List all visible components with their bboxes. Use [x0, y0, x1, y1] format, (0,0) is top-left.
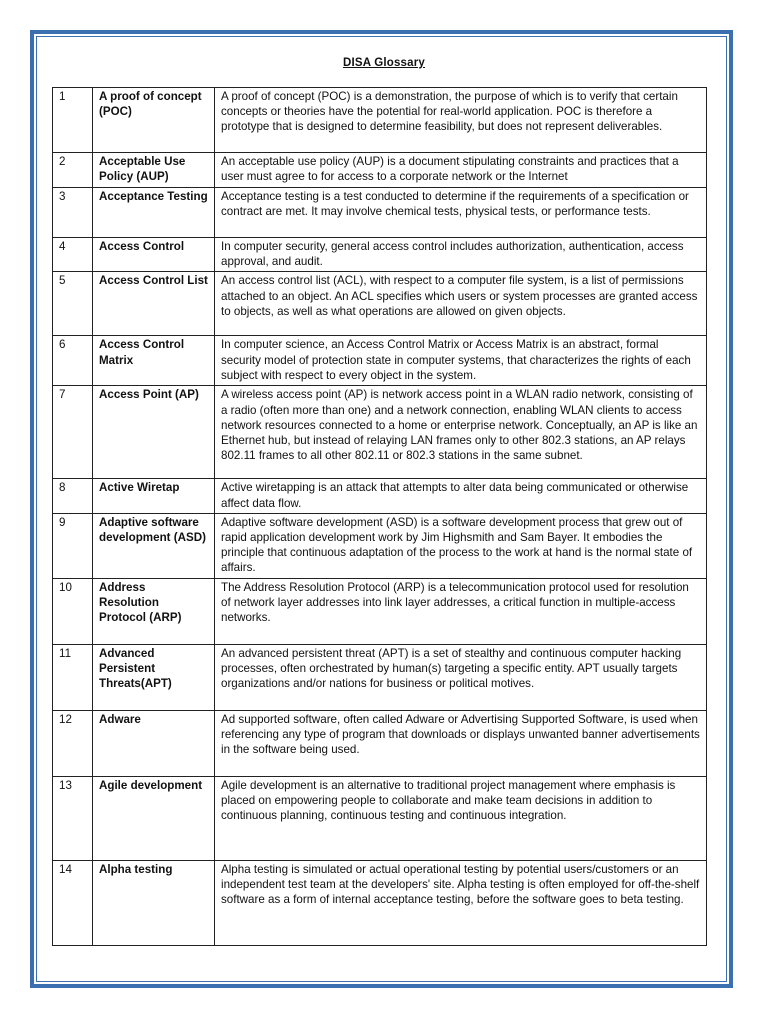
entry-term: Access Control Matrix [93, 336, 215, 386]
entry-number: 7 [53, 386, 93, 479]
entry-term: A proof of concept (POC) [93, 88, 215, 153]
entry-number: 9 [53, 513, 93, 578]
entry-definition: Active wiretapping is an attack that attempts to alter data being communicated or otherwise affect data flow. [215, 479, 707, 513]
entry-definition: In computer security, general access control includes authorization, authentication, access approval, and audit. [215, 238, 707, 272]
entry-number: 3 [53, 188, 93, 238]
entry-number: 8 [53, 479, 93, 513]
table-row [53, 386, 707, 479]
entry-definition: An advanced persistent threat (APT) is a set of stealthy and continuous computer hacking processes, often orchestrated by human(s) targeting a specific entity. APT usually targets organizations and/or nations for business or political motives. [215, 644, 707, 710]
entry-term: Alpha testing [93, 860, 215, 945]
entry-number: 5 [53, 272, 93, 336]
entry-term: Acceptable Use Policy (AUP) [93, 153, 215, 188]
entry-term: Access Control [93, 238, 215, 272]
table-row [53, 644, 707, 710]
entry-number: 14 [53, 860, 93, 945]
table-row [53, 479, 707, 513]
entry-definition: An access control list (ACL), with respect to a computer file system, is a list of permissions attached to an object. An ACL specifies which users or system processes are granted access to objects, as well as what operations are allowed on given objects. [215, 272, 707, 336]
entry-definition: Agile development is an alternative to traditional project management where emphasis is placed on empowering people to collaborate and make team decisions in addition to continuous planning, continuous testing and continuous integration. [215, 776, 707, 860]
entry-number: 1 [53, 88, 93, 153]
entry-definition: A proof of concept (POC) is a demonstration, the purpose of which is to verify that certain concepts or theories have the potential for real-world application. POC is therefore a prototype that is designed to determine feasibility, but does not represent deliverables. [215, 88, 707, 153]
entry-term: Advanced Persistent Threats(APT) [93, 644, 215, 710]
entry-number: 2 [53, 153, 93, 188]
entry-term: Address Resolution Protocol (ARP) [93, 578, 215, 644]
entry-number: 6 [53, 336, 93, 386]
table-row [53, 513, 707, 578]
entry-definition: A wireless access point (AP) is network access point in a WLAN radio network, consisting of a radio (often more than one) and a network connection, enabling WLAN clients to access network resources connected to a home or enterprise network. Conceptually, an AP is like an Ethernet hub, but instead of relaying LAN frames only to other 802.3 stations, an AP relays 802.11 frames to all other 802.11 or 802.3 stations in the same subnet. [215, 386, 707, 479]
table-row [53, 272, 707, 336]
entry-number: 13 [53, 776, 93, 860]
document-title: DISA Glossary [342, 57, 426, 69]
entry-definition: Ad supported software, often called Adware or Advertising Supported Software, is used when referencing any type of program that downloads or displays unwanted banner advertisements in the software being used. [215, 710, 707, 776]
entry-term: Access Point (AP) [93, 386, 215, 479]
entry-definition: An acceptable use policy (AUP) is a document stipulating constraints and practices that a user must agree to for access to a corporate network or the Internet [215, 153, 707, 188]
entry-definition: Acceptance testing is a test conducted to determine if the requirements of a specification or contract are met. It may involve chemical tests, physical tests, or performance tests. [215, 188, 707, 238]
table-row [53, 776, 707, 860]
entry-term: Acceptance Testing [93, 188, 215, 238]
entry-definition: Adaptive software development (ASD) is a software development process that grew out of rapid application development work by Jim Highsmith and Sam Bayer. It embodies the principle that continuous adaptation of the process to the work at hand is the normal state of affairs. [215, 513, 707, 578]
entry-term: Agile development [93, 776, 215, 860]
table-row [53, 710, 707, 776]
glossary-table [52, 87, 707, 946]
entry-number: 11 [53, 644, 93, 710]
table-row [53, 153, 707, 188]
entry-definition: In computer science, an Access Control Matrix or Access Matrix is an abstract, formal security model of protection state in computer systems, that characterizes the rights of each subject with respect to every object in the system. [215, 336, 707, 386]
table-row [53, 578, 707, 644]
entry-term: Adaptive software development (ASD) [93, 513, 215, 578]
table-row [53, 238, 707, 272]
entry-definition: The Address Resolution Protocol (ARP) is a telecommunication protocol used for resolution of network layer addresses into link layer addresses, a critical function in multiple-access networks. [215, 578, 707, 644]
table-row [53, 188, 707, 238]
table-row [53, 336, 707, 386]
table-row [53, 88, 707, 153]
entry-number: 10 [53, 578, 93, 644]
entry-term: Access Control List [93, 272, 215, 336]
entry-term: Adware [93, 710, 215, 776]
entry-number: 12 [53, 710, 93, 776]
entry-number: 4 [53, 238, 93, 272]
table-row [53, 860, 707, 945]
entry-term: Active Wiretap [93, 479, 215, 513]
entry-definition: Alpha testing is simulated or actual operational testing by potential users/customers or an independent test team at the developers' site. Alpha testing is often employed for off-the-shelf software as a form of internal acceptance testing, before the software goes to beta testing. [215, 860, 707, 945]
